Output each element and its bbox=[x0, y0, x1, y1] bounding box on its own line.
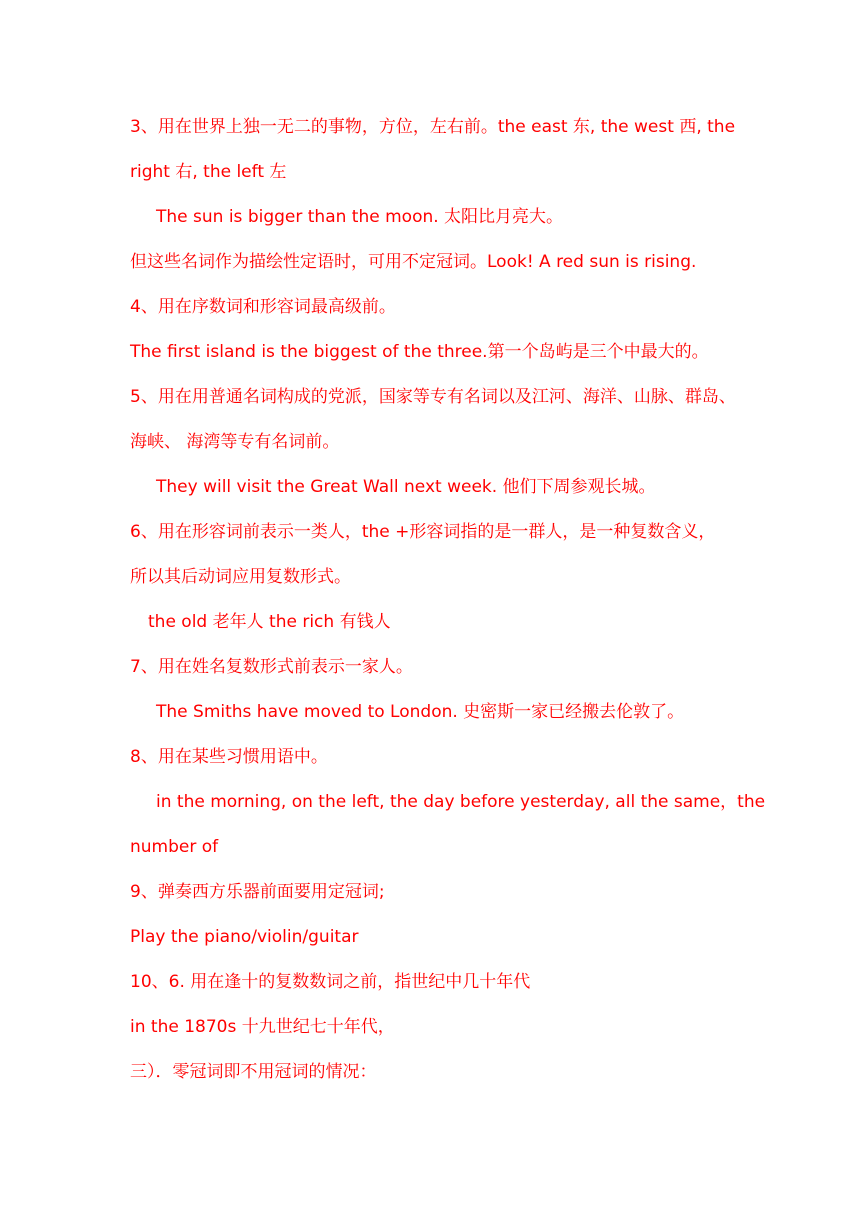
rule-7-text: 7、用在姓名复数形式前表示一家人。 bbox=[130, 657, 413, 677]
note-descriptive-attribute: 但这些名词作为描绘性定语时，可用不定冠词。Look! A red sun is rising. bbox=[130, 252, 697, 272]
rule-6-continuation: 所以其后动词应用复数形式。 bbox=[130, 567, 351, 587]
example-idioms: in the morning, on the left, the day before yesterday, all the same，the bbox=[156, 792, 766, 812]
rule-4-text: 4、用在序数词和形容词最高级前。 bbox=[130, 297, 396, 317]
rule-3-continuation: right 右, the left 左 bbox=[130, 162, 287, 182]
rule-8-text: 8、用在某些习惯用语中。 bbox=[130, 747, 328, 767]
example-smiths: The Smiths have moved to London. 史密斯一家已经搬去伦敦了。 bbox=[156, 702, 685, 722]
rule-3-text: 3、用在世界上独一无二的事物，方位，左右前。the east 东, the west 西, the bbox=[130, 117, 736, 137]
rule-10-text: 10、6. 用在逢十的复数数词之前，指世纪中几十年代 bbox=[130, 972, 531, 992]
example-old-rich: the old 老年人 the rich 有钱人 bbox=[148, 612, 391, 632]
example-idioms-continuation: number of bbox=[130, 837, 219, 857]
section-zero-article-heading: 三）．零冠词即不用冠词的情况： bbox=[130, 1062, 377, 1082]
example-1870s: in the 1870s 十九世纪七十年代， bbox=[130, 1017, 395, 1037]
rule-5-continuation: 海峡、 海湾等专有名词前。 bbox=[130, 432, 340, 452]
example-instruments: Play the piano/violin/guitar bbox=[130, 927, 359, 947]
example-first-island: The first island is the biggest of the three.第一个岛屿是三个中最大的。 bbox=[130, 342, 709, 362]
rule-9-text: 9、弹奏西方乐器前面要用定冠词; bbox=[130, 882, 385, 902]
example-sun-moon: The sun is bigger than the moon. 太阳比月亮大。 bbox=[156, 207, 564, 227]
rule-5-text: 5、用在用普通名词构成的党派，国家等专有名词以及江河、海洋、山脉、群岛、 bbox=[130, 387, 736, 407]
rule-6-text: 6、用在形容词前表示一类人，the +形容词指的是一群人，是一种复数含义， bbox=[130, 522, 716, 542]
example-great-wall: They will visit the Great Wall next week. 他们下周参观长城。 bbox=[156, 477, 656, 497]
